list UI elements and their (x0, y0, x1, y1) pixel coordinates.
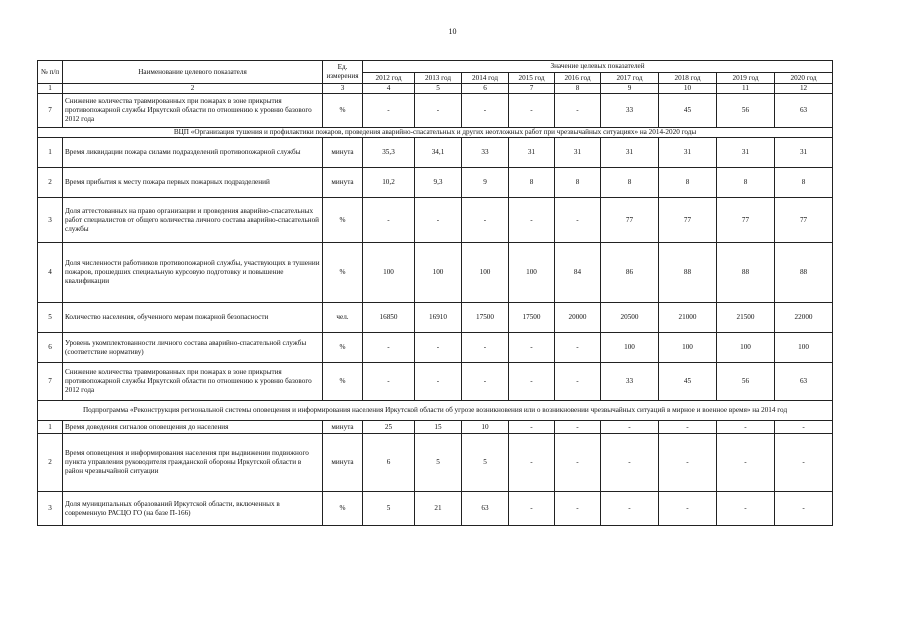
value-cell: 86 (601, 243, 659, 303)
row-number: 3 (38, 492, 63, 526)
row-number: 2 (38, 434, 63, 492)
table-row (38, 333, 833, 363)
value-cell: - (717, 421, 775, 434)
row-number: 4 (38, 243, 63, 303)
value-cell: - (415, 198, 462, 243)
value-cell: 88 (775, 243, 833, 303)
header-year: 2012 год (363, 73, 415, 84)
value-cell: - (555, 492, 601, 526)
value-cell: - (462, 363, 509, 401)
unit-cell: % (323, 243, 363, 303)
unit-cell: % (323, 363, 363, 401)
column-index-cell: 2 (63, 84, 323, 94)
value-cell: - (509, 198, 555, 243)
value-cell: 100 (509, 243, 555, 303)
indicator-name: Время ликвидации пожара силами подразделений противопожарной службы (63, 138, 323, 168)
header-year: 2016 год (555, 73, 601, 84)
value-cell: 21 (415, 492, 462, 526)
value-cell: 45 (659, 363, 717, 401)
header-year: 2013 год (415, 73, 462, 84)
value-cell: 9 (462, 168, 509, 198)
row-number: 2 (38, 168, 63, 198)
section-title: Подпрограмма «Реконструкция региональной системы оповещения и информирования населения Иркутской области об угрозе возникновения или о возникновении чрезвычайных ситуаций в мирное и военное время» на 2014 год (38, 401, 833, 421)
table-row (38, 138, 833, 168)
value-cell: 31 (717, 138, 775, 168)
value-cell: - (601, 421, 659, 434)
value-cell: - (363, 333, 415, 363)
column-index-cell: 10 (659, 84, 717, 94)
value-cell: - (462, 198, 509, 243)
indicator-name: Снижение количества травмированных при пожарах в зоне прикрытия противопожарной службы Иркутской области по отношению к уровню базового 2012 года (63, 94, 323, 128)
value-cell: - (601, 434, 659, 492)
row-number: 7 (38, 363, 63, 401)
value-cell: 8 (717, 168, 775, 198)
column-index-cell: 7 (509, 84, 555, 94)
column-index-cell: 8 (555, 84, 601, 94)
value-cell: - (717, 492, 775, 526)
header-year: 2014 год (462, 73, 509, 84)
value-cell: - (555, 363, 601, 401)
value-cell: - (363, 363, 415, 401)
value-cell: 88 (717, 243, 775, 303)
section-header-row (38, 128, 833, 138)
table-row (38, 434, 833, 492)
value-cell: - (415, 94, 462, 128)
value-cell: 33 (601, 94, 659, 128)
indicator-name: Доля аттестованных на право организации и проведения аварийно-спасательных работ специалистов от общего количества личного состава аварийно-спасательной службы (63, 198, 323, 243)
row-number: 7 (38, 94, 63, 128)
value-cell: 35,3 (363, 138, 415, 168)
value-cell: - (555, 198, 601, 243)
value-cell: 9,3 (415, 168, 462, 198)
value-cell: 88 (659, 243, 717, 303)
value-cell: 100 (363, 243, 415, 303)
unit-cell: минута (323, 421, 363, 434)
column-index-row (38, 84, 833, 94)
indicator-name: Время оповещения и информирования населения при выдвижении подвижного пункта управления руководителя гражданской обороны Иркутской области в район чрезвычайной ситуации (63, 434, 323, 492)
value-cell: 20500 (601, 303, 659, 333)
value-cell: 17500 (509, 303, 555, 333)
target-indicators-table (37, 60, 833, 526)
value-cell: - (555, 421, 601, 434)
value-cell: 63 (775, 363, 833, 401)
header-year: 2018 год (659, 73, 717, 84)
value-cell: 6 (363, 434, 415, 492)
table-row (38, 303, 833, 333)
value-cell: 100 (601, 333, 659, 363)
value-cell: 100 (415, 243, 462, 303)
value-cell: 8 (659, 168, 717, 198)
indicator-name: Время доведения сигналов оповещения до населения (63, 421, 323, 434)
value-cell: - (415, 333, 462, 363)
value-cell: - (509, 434, 555, 492)
row-number: 1 (38, 138, 63, 168)
value-cell: - (775, 492, 833, 526)
value-cell: 15 (415, 421, 462, 434)
value-cell: 20000 (555, 303, 601, 333)
value-cell: 25 (363, 421, 415, 434)
row-number: 3 (38, 198, 63, 243)
value-cell: 31 (601, 138, 659, 168)
value-cell: 100 (775, 333, 833, 363)
value-cell: 77 (601, 198, 659, 243)
indicator-name: Время прибытия к месту пожара первых пожарных подразделений (63, 168, 323, 198)
value-cell: - (775, 434, 833, 492)
indicator-name: Доля муниципальных образований Иркутской области, включенных в современную РАСЦО ГО (на базе П-166) (63, 492, 323, 526)
unit-cell: % (323, 198, 363, 243)
unit-cell: % (323, 94, 363, 128)
value-cell: 63 (462, 492, 509, 526)
unit-cell: чел. (323, 303, 363, 333)
table-row (38, 492, 833, 526)
header-name: Наименование целевого показателя (63, 61, 323, 84)
value-cell: 34,1 (415, 138, 462, 168)
value-cell: - (601, 492, 659, 526)
value-cell: - (509, 333, 555, 363)
value-cell: 10,2 (363, 168, 415, 198)
value-cell: 5 (415, 434, 462, 492)
column-index-cell: 5 (415, 84, 462, 94)
value-cell: 31 (555, 138, 601, 168)
value-cell: 10 (462, 421, 509, 434)
column-index-cell: 1 (38, 84, 63, 94)
value-cell: 17500 (462, 303, 509, 333)
value-cell: - (363, 198, 415, 243)
value-cell: 21500 (717, 303, 775, 333)
indicator-name: Уровень укомплектованности личного состава аварийно-спасательной службы (соответствие нормативу) (63, 333, 323, 363)
value-cell: 31 (775, 138, 833, 168)
indicator-name: Количество населения, обученного мерам пожарной безопасности (63, 303, 323, 333)
value-cell: 100 (659, 333, 717, 363)
header-year: 2020 год (775, 73, 833, 84)
unit-cell: минута (323, 434, 363, 492)
column-index-cell: 4 (363, 84, 415, 94)
column-index-cell: 6 (462, 84, 509, 94)
value-cell: 31 (659, 138, 717, 168)
value-cell: - (415, 363, 462, 401)
value-cell: 31 (509, 138, 555, 168)
header-num: № п/п (38, 61, 63, 84)
unit-cell: минута (323, 168, 363, 198)
value-cell: 100 (462, 243, 509, 303)
table-row (38, 168, 833, 198)
value-cell: 45 (659, 94, 717, 128)
value-cell: 5 (363, 492, 415, 526)
column-index-cell: 9 (601, 84, 659, 94)
value-cell: 16910 (415, 303, 462, 333)
unit-cell: минута (323, 138, 363, 168)
value-cell: - (659, 434, 717, 492)
value-cell: 56 (717, 363, 775, 401)
header-values-group: Значение целевых показателей (363, 61, 833, 73)
value-cell: 8 (601, 168, 659, 198)
value-cell: 100 (717, 333, 775, 363)
value-cell: 77 (775, 198, 833, 243)
value-cell: 56 (717, 94, 775, 128)
table-row (38, 363, 833, 401)
value-cell: - (363, 94, 415, 128)
indicator-name: Снижение количества травмированных при пожарах в зоне прикрытия противопожарной службы Иркутской области по отношению к уровню базового 2012 года (63, 363, 323, 401)
value-cell: - (659, 492, 717, 526)
row-number: 6 (38, 333, 63, 363)
value-cell: - (509, 363, 555, 401)
header-year: 2015 год (509, 73, 555, 84)
value-cell: 22000 (775, 303, 833, 333)
value-cell: 77 (717, 198, 775, 243)
header-year: 2017 год (601, 73, 659, 84)
table-body (38, 94, 833, 526)
value-cell: - (775, 421, 833, 434)
value-cell: 77 (659, 198, 717, 243)
value-cell: - (555, 333, 601, 363)
value-cell: - (509, 94, 555, 128)
row-number: 5 (38, 303, 63, 333)
table-row (38, 198, 833, 243)
value-cell: - (555, 434, 601, 492)
value-cell: 21000 (659, 303, 717, 333)
column-index-cell: 12 (775, 84, 833, 94)
header-year: 2019 год (717, 73, 775, 84)
value-cell: - (462, 333, 509, 363)
table-row (38, 94, 833, 128)
value-cell: - (462, 94, 509, 128)
value-cell: 8 (555, 168, 601, 198)
value-cell: 8 (775, 168, 833, 198)
value-cell: 63 (775, 94, 833, 128)
value-cell: 8 (509, 168, 555, 198)
section-title: ВЦП «Организация тушения и профилактики пожаров, проведения аварийно-спасательных и других неотложных работ при чрезвычайных ситуациях» на 2014-2020 годы (38, 128, 833, 138)
unit-cell: % (323, 492, 363, 526)
value-cell: - (509, 492, 555, 526)
column-index-cell: 11 (717, 84, 775, 94)
unit-cell: % (323, 333, 363, 363)
value-cell: - (717, 434, 775, 492)
page-number: 10 (448, 27, 457, 36)
value-cell: 5 (462, 434, 509, 492)
value-cell: 33 (601, 363, 659, 401)
row-number: 1 (38, 421, 63, 434)
value-cell: - (509, 421, 555, 434)
table-row (38, 243, 833, 303)
value-cell: 16850 (363, 303, 415, 333)
header-unit: Ед. измерения (323, 61, 363, 84)
column-index-cell: 3 (323, 84, 363, 94)
value-cell: 33 (462, 138, 509, 168)
indicator-name: Доля численности работников противопожарной службы, участвующих в тушении пожаров, прошедших специальную курсовую подготовку и повышение квалификации (63, 243, 323, 303)
value-cell: - (555, 94, 601, 128)
table-row (38, 421, 833, 434)
section-header-row (38, 401, 833, 421)
value-cell: 84 (555, 243, 601, 303)
value-cell: - (659, 421, 717, 434)
